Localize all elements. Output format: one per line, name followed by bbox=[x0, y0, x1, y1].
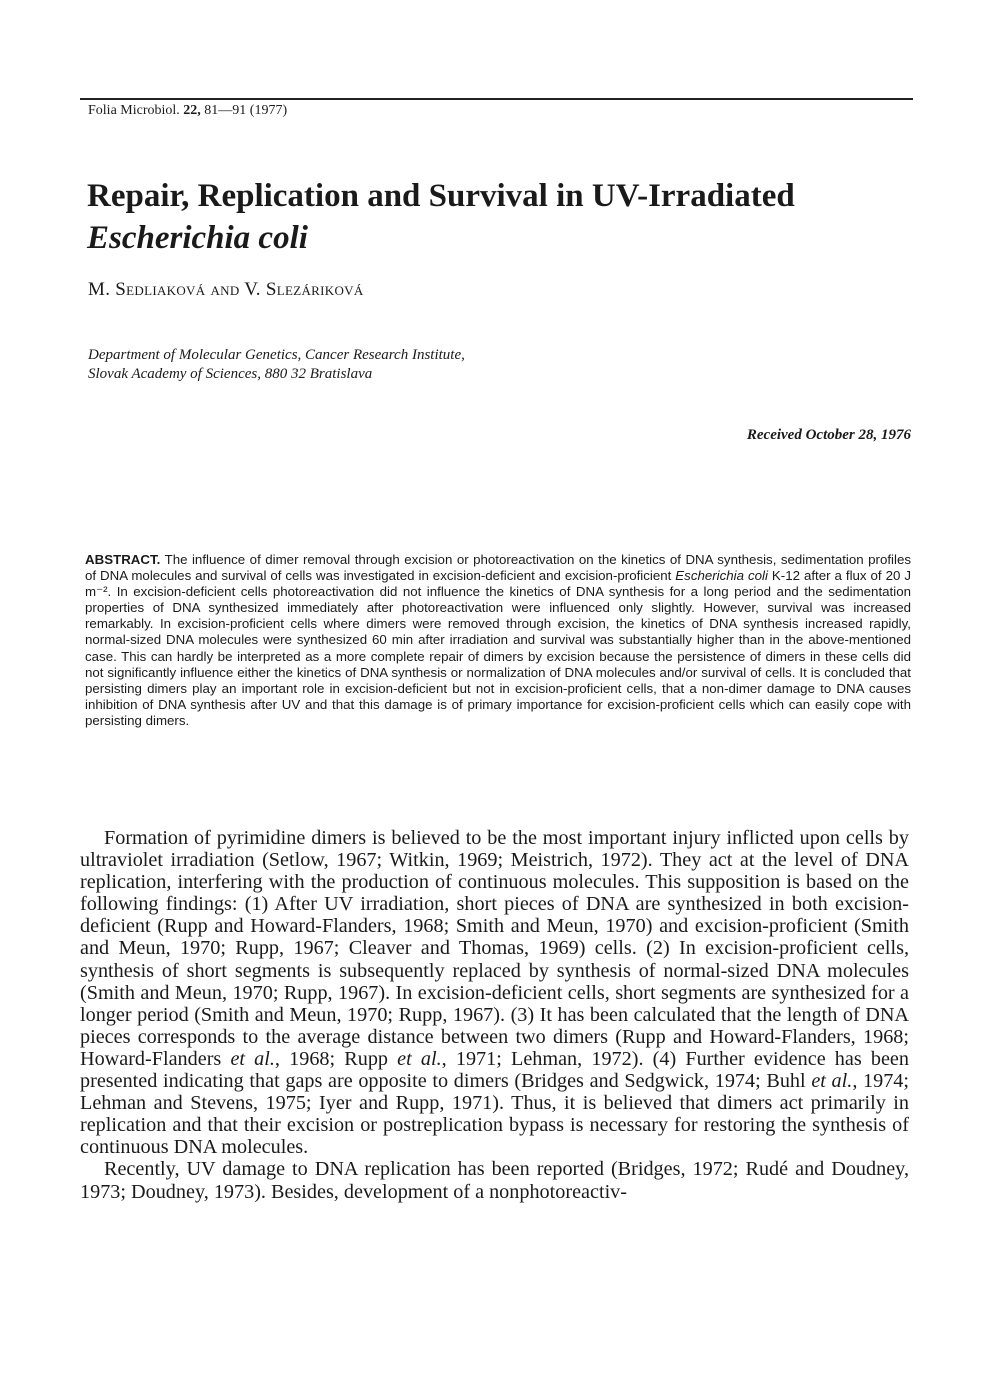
author-list: M. Sedliaková and V. Slezáriková bbox=[88, 279, 364, 300]
body-text-italic: et al. bbox=[230, 1047, 275, 1070]
journal-reference bbox=[88, 103, 287, 119]
journal-volume: 22, bbox=[183, 103, 201, 118]
abstract-organism: Escherichia coli bbox=[675, 568, 768, 584]
title-line-1: Repair, Replication and Survival in UV-Irradiated bbox=[87, 178, 795, 214]
journal-name: Folia Microbiol. bbox=[88, 103, 180, 118]
journal-pages-year: 81—91 (1977) bbox=[204, 103, 288, 118]
body-text-italic: et al. bbox=[811, 1070, 853, 1093]
affiliation bbox=[88, 346, 465, 384]
body-text-segment: , 1971; Lehman, 1972). (4) Further evidence has been presented indicating that gaps are opposite to dimers (Bridges and Sedgwick, 1974; Buhl bbox=[80, 1047, 909, 1093]
affiliation-line-2: Slovak Academy of Sciences, 880 32 Bratislava bbox=[88, 366, 373, 382]
abstract-text-1: The influence of dimer removal through excision or photoreactivation on the kinetics of DNA synthesis, sedimentation profiles of DNA molecules and survival of cells was investigated in excision-deficient and excision-proficient bbox=[85, 552, 911, 584]
paper-title bbox=[87, 175, 907, 259]
body-text-segment: Formation of pyrimidine dimers is believed to be the most important injury inflicted upon cells by ultraviolet irradiation (Setlow, 1967; Witkin, 1969; Meistrich, 1972). They act at the level of DNA replication, interfering with the production of continuous molecules. This supposition is based on the following findings: (1) After UV irradiation, short pieces of DNA are synthesized in both excision-deficient (Rupp and Howard-Flanders, 1968; Smith and Meun, 1970) and excision-proficient (Smith and Meun, 1970; Rupp, 1967; Cleaver and Thomas, 1969) cells. (2) In excision-proficient cells, synthesis of short segments is subsequently replaced by synthesis of normal-sized DNA molecules (Smith and Meun, 1970; Rupp, 1967). In excision-deficient cells, short segments are synthesized for a longer period (Smith and Meun, 1970; Rupp, 1967). (3) It has been calculated that the length of DNA pieces corresponds to the average distance between two dimers (Rupp and Howard-Flanders, 1968; Howard-Flanders bbox=[80, 827, 909, 1070]
body-paragraph-2: Recently, UV damage to DNA replication has been reported (Bridges, 1972; Rudé and Doudney, 1973; Doudney, 1973). Besides, development of a nonphotoreactiv- bbox=[80, 1158, 909, 1203]
abstract bbox=[85, 552, 911, 729]
body-text-segment: , 1974; Lehman and Stevens, 1975; Iyer and Rupp, 1971). Thus, it is believed that dimers act primarily in replication and that their excision or postreplication bypass is necessary for restoring the synthesis of continuous DNA molecules. bbox=[80, 1070, 910, 1159]
body-paragraph-1 bbox=[80, 827, 909, 1158]
received-date: Received October 28, 1976 bbox=[746, 427, 911, 443]
title-line-2: Escherichia coli bbox=[87, 220, 308, 256]
body-text-italic: et al. bbox=[397, 1047, 442, 1070]
affiliation-line-1: Department of Molecular Genetics, Cancer Research Institute, bbox=[88, 347, 465, 363]
abstract-text-2: K-12 after a flux of 20 J m⁻². In excision-deficient cells photoreactivation did not influence the kinetics of DNA synthesis for a long period and the sedimentation properties of DNA synthesized immediately after photoreactivation were influenced only slightly. However, survival was increased remarkably. In excision-proficient cells where dimers were removed through excision, the kinetics of DNA synthesis increased rapidly, normal-sized DNA molecules were synthesized 60 min after irradiation and survival was substantially higher than in the above-mentioned case. This can hardly be interpreted as a more complete repair of dimers by excision because the persistence of dimers in these cells did not significantly influence either the kinetics of DNA synthesis or normalization of DNA molecules and/or survival of cells. It is concluded that persisting dimers play an important role in excision-deficient but not in excision-proficient cells, that a non-dimer damage to DNA causes inhibition of DNA synthesis after UV and that this damage is of primary importance for excision-proficient cells which can easily cope with persisting dimers. bbox=[85, 568, 911, 728]
abstract-label: ABSTRACT. bbox=[85, 552, 161, 567]
body-text-segment: , 1968; Rupp bbox=[274, 1047, 398, 1070]
body-text bbox=[80, 827, 909, 1203]
header-rule bbox=[80, 98, 913, 100]
